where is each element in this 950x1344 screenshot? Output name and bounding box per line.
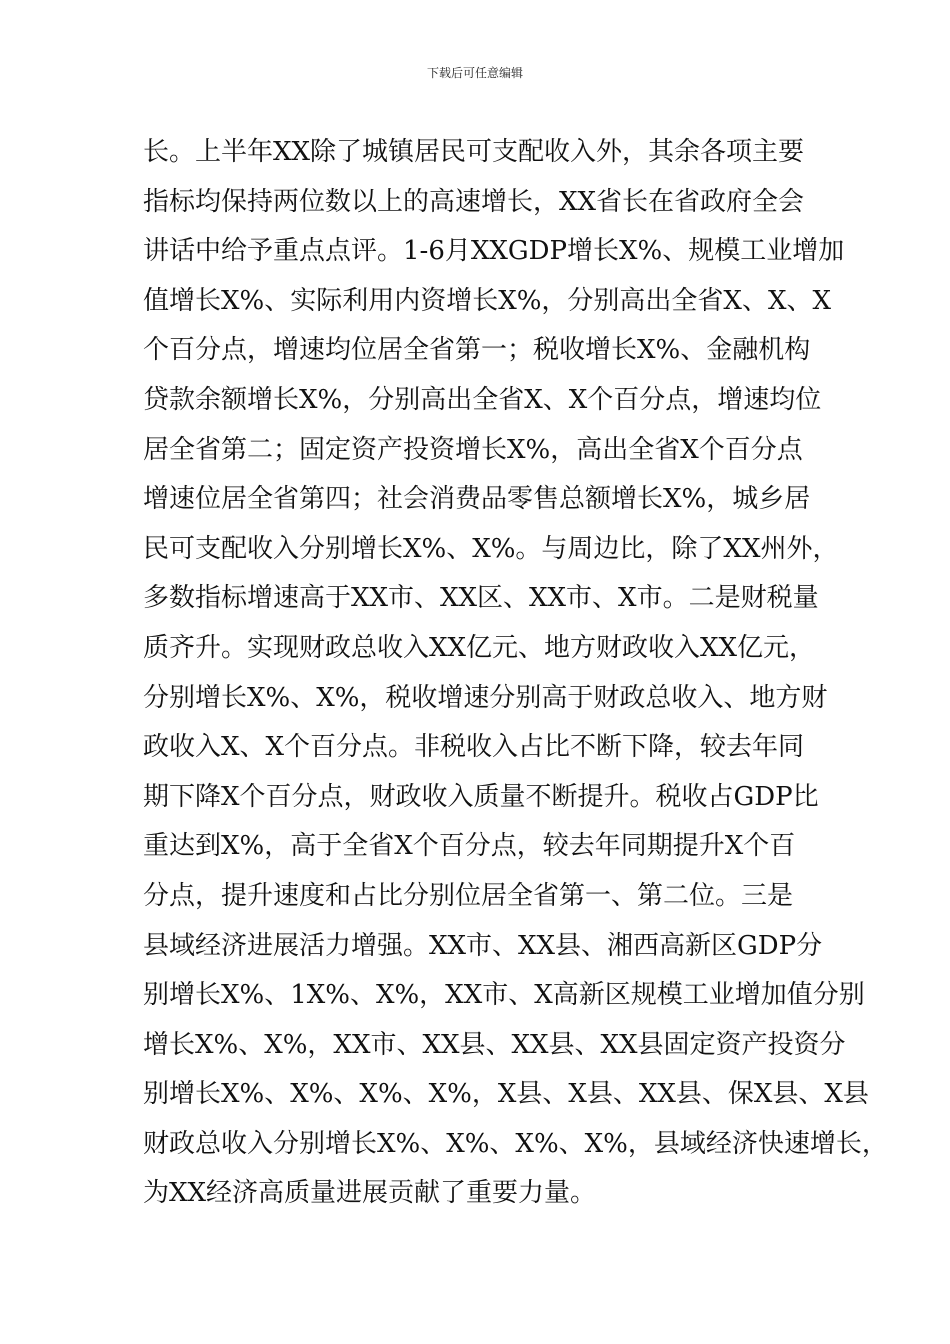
page-header: 下载后可任意编辑 — [426, 66, 523, 80]
text-line: 值增长X%、实际利用内资增长X%，分别高出全省X、X、X — [143, 285, 831, 316]
text-line: 别增长X%、1X%、X%，XX市、X高新区规模工业增加值分别 — [143, 980, 865, 1011]
text-line: 分别增长X%、X%，税收增速分别高于财政总收入、地方财 — [143, 682, 828, 713]
text-line: 多数指标增速高于XX市、XX区、XX市、X市。二是财税量 — [143, 583, 819, 614]
text-line: 指标均保持两位数以上的高速增长，XX省长在省政府全会 — [143, 186, 805, 217]
text-line: 政收入X、X个百分点。非税收入占比不断下降，较去年同 — [143, 732, 805, 763]
text-line: 期下降X个百分点，财政收入质量不断提升。税收占GDP比 — [143, 781, 819, 812]
text-line: 民可支配收入分别增长X%、X%。与周边比，除了XX州外， — [143, 533, 839, 564]
text-line: 重达到X%，高于全省X个百分点，较去年同期提升X个百 — [143, 831, 796, 862]
text-line: 县域经济进展活力增强。XX市、XX县、湘西高新区GDP分 — [143, 930, 823, 961]
text-line: 分点，提升速度和占比分别位居全省第一、第二位。三是 — [143, 880, 794, 911]
text-line: 别增长X%、X%、X%、X%，X县、X县、XX县、保X县、X县 — [143, 1079, 869, 1110]
text-line: 个百分点，增速均位居全省第一；税收增长X%、金融机构 — [143, 335, 811, 366]
text-line: 质齐升。实现财政总收入XX亿元、地方财政收入XX亿元， — [143, 632, 816, 663]
text-line: 讲话中给予重点点评。1-6月XXGDP增长X%、规模工业增加 — [143, 236, 845, 267]
text-line: 长。上半年XX除了城镇居民可支配收入外，其余各项主要 — [143, 137, 805, 167]
text-line: 增速位居全省第四；社会消费品零售总额增长X%，城乡居 — [143, 484, 811, 515]
body-paragraph — [143, 128, 888, 1219]
text-line: 居全省第二；固定资产投资增长X%，高出全省X个百分点 — [143, 434, 803, 465]
text-line: 贷款余额增长X%，分别高出全省X、X个百分点，增速均位 — [143, 384, 822, 415]
text-line: 增长X%、X%，XX市、XX县、XX县、XX县固定资产投资分 — [143, 1029, 846, 1060]
text-line: 财政总收入分别增长X%、X%、X%、X%，县域经济快速增长， — [143, 1128, 888, 1159]
text-line: 为XX经济高质量进展贡献了重要力量。 — [143, 1178, 597, 1209]
